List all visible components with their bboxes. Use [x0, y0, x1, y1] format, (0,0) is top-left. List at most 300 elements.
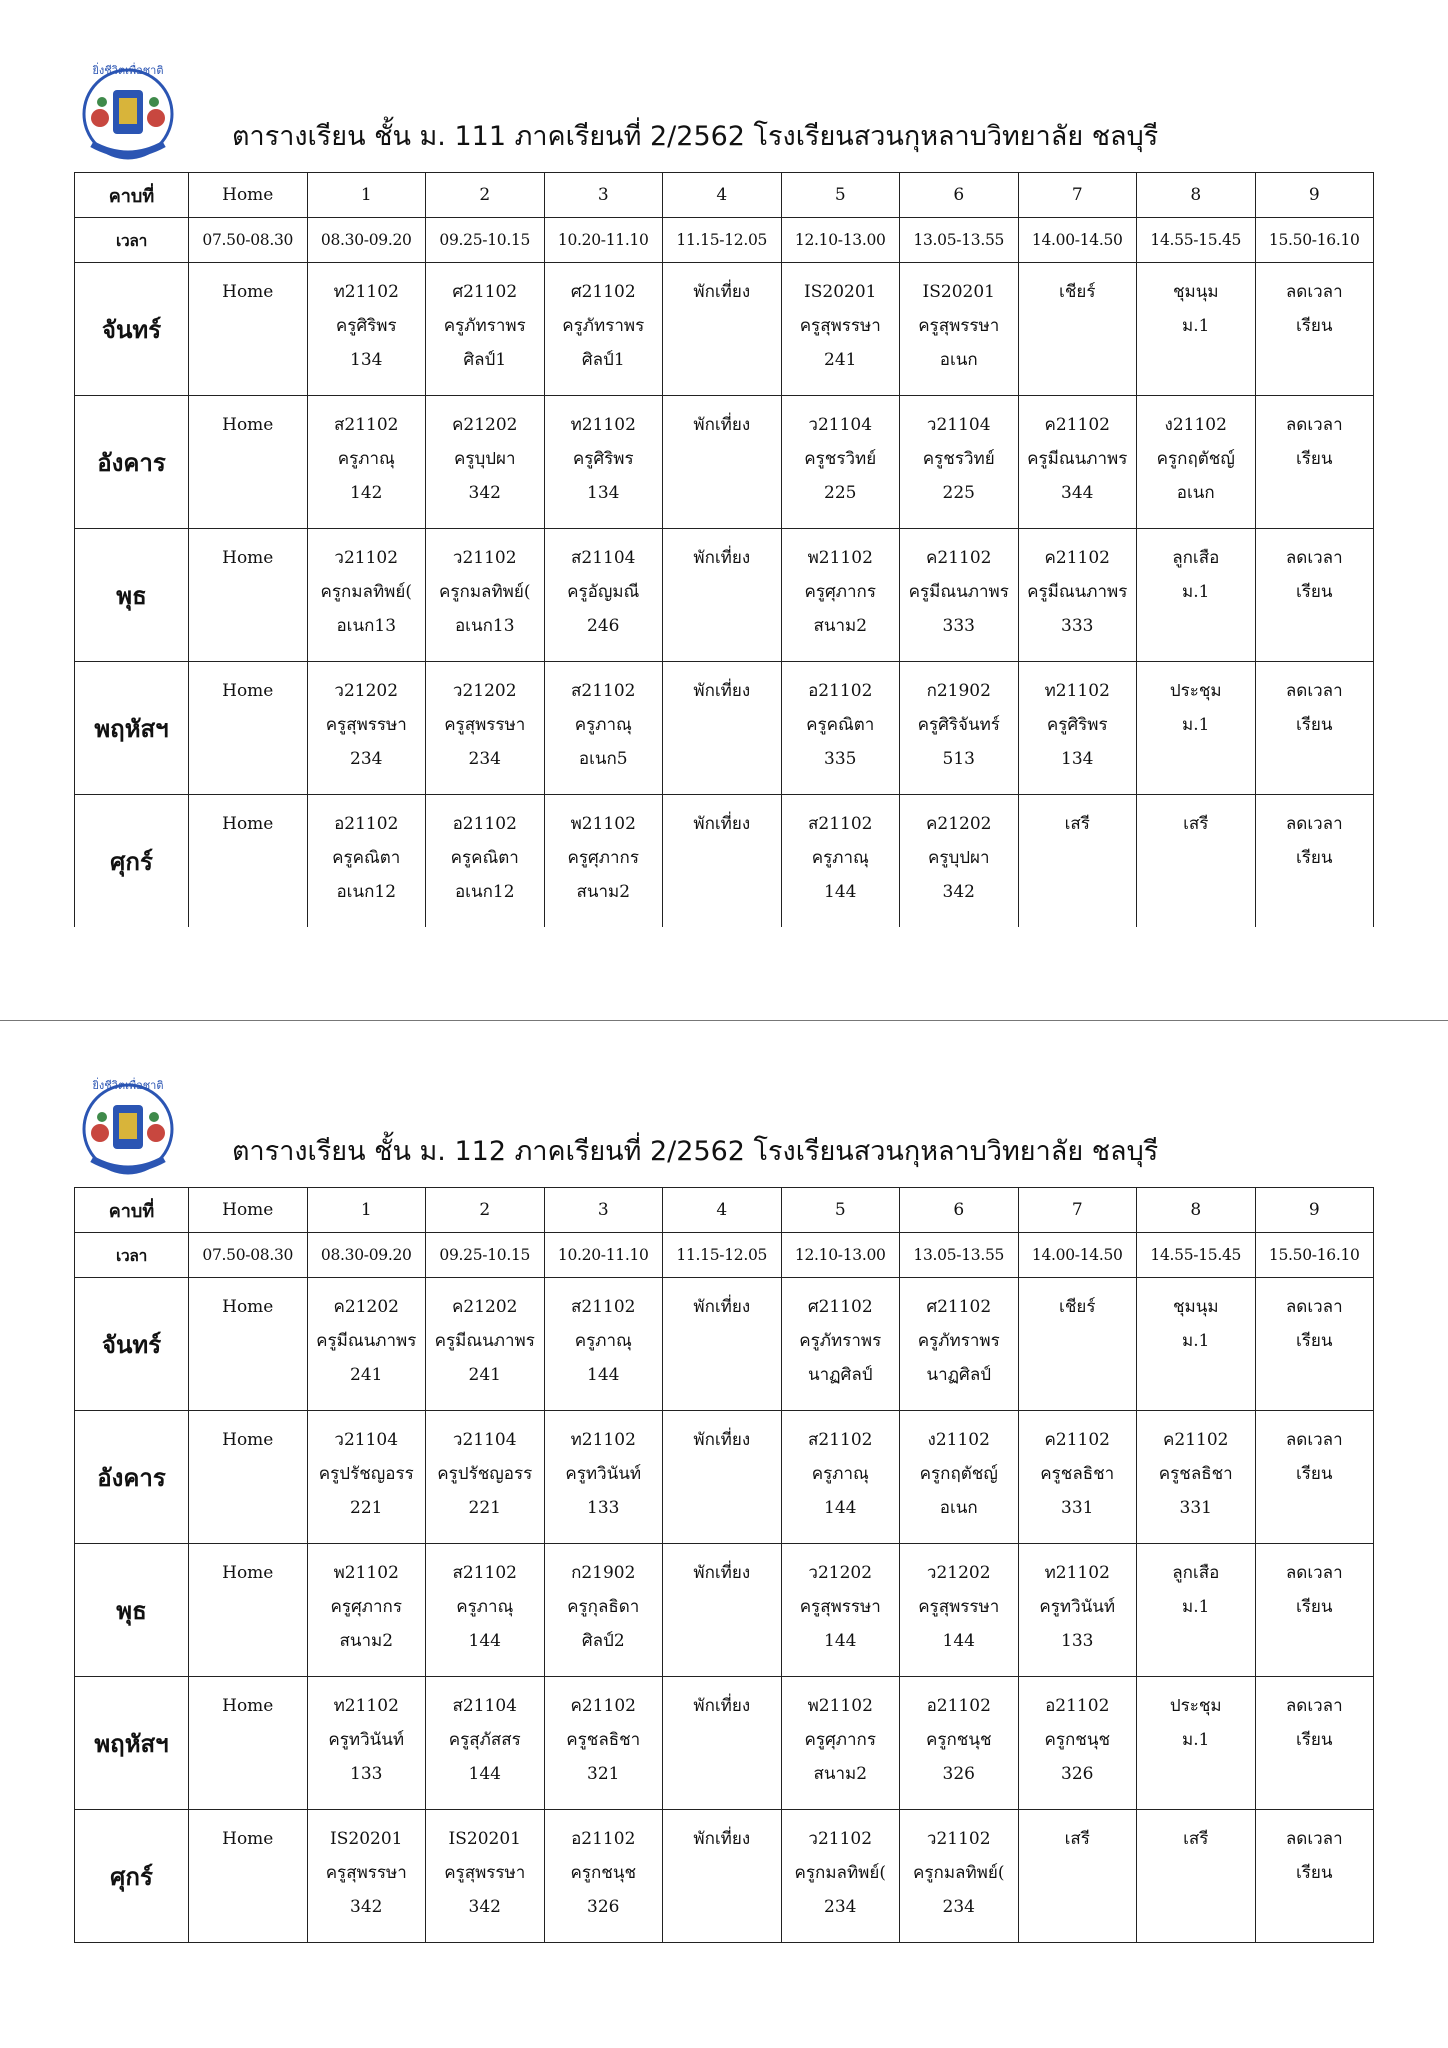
cell-line: ชุมนุม: [1172, 282, 1219, 302]
cell-line: เสรี: [1183, 814, 1209, 834]
cell-line: ส21102: [334, 415, 399, 435]
cell-line: ครูชลธิชา: [1158, 1464, 1233, 1484]
cell-line: เสรี: [1064, 1829, 1090, 1849]
cell-line: 144: [468, 1764, 501, 1784]
cell-line: เรียน: [1295, 582, 1333, 602]
period-number: 4: [663, 173, 782, 218]
timetable-cell: [781, 1810, 900, 1943]
cell-line: ครูทวินันท์: [1039, 1597, 1116, 1617]
day-row: [75, 263, 1374, 396]
cell-line: เสรี: [1183, 1829, 1209, 1849]
day-name: พฤหัสฯ: [75, 662, 189, 795]
cell-line: อเนก: [939, 1498, 978, 1518]
timetable-cell: [189, 1677, 308, 1810]
cell-line: ส21104: [452, 1696, 517, 1716]
timetable-cell: [307, 1810, 426, 1943]
cell-line: ส21102: [571, 1297, 636, 1317]
cell-line: เรียน: [1295, 715, 1333, 735]
cell-line: ค21202: [333, 1297, 399, 1317]
period-number: 2: [426, 173, 545, 218]
cell-line: 234: [468, 749, 501, 769]
cell-line: ว21104: [452, 1430, 517, 1450]
timetable-cell: [426, 1411, 545, 1544]
timetable-cell: [781, 662, 900, 795]
timetable-cell: [189, 396, 308, 529]
schedule-title: ตารางเรียน ชั้น ม. 112 ภาคเรียนที่ 2/2562 โรงเรียนสวนกุหลาบวิทยาลัย ชลบุรี: [232, 1136, 1159, 1167]
cell-line: Home: [222, 1563, 274, 1583]
timetable-cell: [1018, 263, 1137, 396]
cell-line: ครูกมลทิพย์(: [913, 1863, 1005, 1883]
cell-line: ครูกมลทิพย์(: [439, 582, 531, 602]
cell-line: ครูทวินันท์: [328, 1730, 405, 1750]
cell-line: เรียน: [1295, 1730, 1333, 1750]
cell-line: ค21102: [1044, 548, 1110, 568]
timetable-cell: [426, 1544, 545, 1677]
cell-line: ง21102: [927, 1430, 990, 1450]
period-label: คาบที่: [75, 173, 189, 218]
cell-line: ครูมีณนภาพร: [908, 582, 1009, 602]
timetable-cell: [1137, 396, 1256, 529]
cell-line: ว21102: [926, 1829, 991, 1849]
timetable-cell: [900, 795, 1019, 928]
period-number: 8: [1137, 173, 1256, 218]
cell-line: ครูภาณุ: [811, 848, 869, 868]
cell-line: ครูศิริพร: [335, 316, 397, 336]
period-number: 4: [663, 1188, 782, 1233]
timetable-cell: [1137, 662, 1256, 795]
cell-line: พ21102: [570, 814, 636, 834]
timetable: [74, 1187, 1374, 1943]
timetable-cell: [900, 1278, 1019, 1411]
cell-line: พักเที่ยง: [693, 1430, 751, 1450]
cell-line: ครูภัทราพร: [917, 1331, 1000, 1351]
time-slot: 15.50-16.10: [1255, 218, 1374, 263]
timetable-cell: [426, 1677, 545, 1810]
timetable-cell: [1018, 662, 1137, 795]
timetable-cell: [663, 1810, 782, 1943]
timetable-cell: [663, 529, 782, 662]
cell-line: ลดเวลา: [1285, 1829, 1343, 1849]
cell-line: พักเที่ยง: [693, 1696, 751, 1716]
cell-line: ครูสุพรรษา: [325, 715, 407, 735]
time-slot: 13.05-13.55: [900, 218, 1019, 263]
cell-line: 241: [468, 1365, 501, 1385]
cell-line: ครูชลธิชา: [566, 1730, 641, 1750]
cell-line: 221: [468, 1498, 501, 1518]
cell-line: 144: [824, 1498, 857, 1518]
time-slot: 12.10-13.00: [781, 1233, 900, 1278]
timetable-cell: [307, 662, 426, 795]
cell-line: อเนก13: [454, 616, 515, 636]
timetable-cell: [900, 1810, 1019, 1943]
timetable-cell: [544, 1411, 663, 1544]
cell-line: ครูศิริพร: [1046, 715, 1108, 735]
timetable-cell: [426, 1278, 545, 1411]
cell-line: ลดเวลา: [1285, 548, 1343, 568]
timetable-cell: [1255, 795, 1374, 928]
cell-line: 144: [587, 1365, 620, 1385]
timetable-cell: [544, 263, 663, 396]
timetable-cell: [1018, 1278, 1137, 1411]
cell-line: เรียน: [1295, 1597, 1333, 1617]
timetable-cell: [663, 1677, 782, 1810]
cell-line: เรียน: [1295, 449, 1333, 469]
period-number: Home: [189, 1188, 308, 1233]
cell-line: ส21102: [808, 1430, 873, 1450]
cell-line: 342: [468, 1897, 501, 1917]
cell-line: 246: [587, 616, 620, 636]
schedule-m111: [74, 60, 1374, 927]
cell-line: ครูศิริจันทร์: [917, 715, 1000, 735]
cell-line: Home: [222, 548, 274, 568]
time-slot: 07.50-08.30: [189, 1233, 308, 1278]
cell-line: 333: [1061, 616, 1094, 636]
day-row: [75, 396, 1374, 529]
timetable: [74, 172, 1374, 927]
period-number: 9: [1255, 173, 1374, 218]
cell-line: เสรี: [1064, 814, 1090, 834]
cell-line: 326: [587, 1897, 620, 1917]
cell-line: ลดเวลา: [1285, 282, 1343, 302]
schedule-m112: [74, 1075, 1374, 1943]
cell-line: ครูสุพรรษา: [444, 715, 526, 735]
cell-line: ส21102: [808, 814, 873, 834]
cell-line: Home: [222, 1297, 274, 1317]
timetable-cell: [1255, 662, 1374, 795]
timetable-cell: [781, 1677, 900, 1810]
cell-line: ครูอัญมณี: [567, 582, 640, 602]
cell-line: 342: [468, 483, 501, 503]
cell-line: ครูศุภากร: [330, 1597, 402, 1617]
cell-line: ว21102: [808, 1829, 873, 1849]
cell-line: 234: [942, 1897, 975, 1917]
cell-line: ครูสุภัสสร: [448, 1730, 521, 1750]
timetable-cell: [307, 1278, 426, 1411]
cell-line: ศิลป์1: [463, 350, 507, 370]
timetable-cell: [1018, 1810, 1137, 1943]
timetable-cell: [663, 662, 782, 795]
cell-line: Home: [222, 1696, 274, 1716]
cell-line: ครูมีณนภาพร: [316, 1331, 417, 1351]
cell-line: ครูศุภากร: [567, 848, 639, 868]
time-slot: 14.00-14.50: [1018, 1233, 1137, 1278]
cell-line: พ21102: [807, 1696, 873, 1716]
cell-line: ง21102: [1164, 415, 1227, 435]
cell-line: ครูกฤตัชญ์: [1156, 449, 1235, 469]
cell-line: อ21102: [1045, 1696, 1110, 1716]
cell-line: ท21102: [333, 1696, 399, 1716]
schedule-header: [74, 60, 1374, 172]
timetable-cell: [1255, 529, 1374, 662]
timetable-cell: [1255, 1278, 1374, 1411]
cell-line: อ21102: [571, 1829, 636, 1849]
cell-line: ครูบุปผา: [927, 848, 990, 868]
timetable-cell: [544, 1677, 663, 1810]
cell-line: อเนก12: [336, 882, 397, 902]
cell-line: ครูกมลทิพย์(: [320, 582, 412, 602]
timetable-cell: [1018, 1544, 1137, 1677]
timetable-cell: [307, 1544, 426, 1677]
timetable-cell: [781, 263, 900, 396]
timetable-cell: [189, 1278, 308, 1411]
cell-line: ค21202: [452, 415, 518, 435]
cell-line: ศิลป์1: [581, 350, 625, 370]
cell-line: ศ21102: [570, 282, 636, 302]
day-name: อังคาร: [75, 1411, 189, 1544]
cell-line: ส21102: [571, 681, 636, 701]
cell-line: 142: [350, 483, 383, 503]
cell-line: ท21102: [570, 415, 636, 435]
cell-line: ครูปรัชญอรร: [437, 1464, 533, 1484]
cell-line: พักเที่ยง: [693, 814, 751, 834]
cell-line: ว21202: [452, 681, 517, 701]
cell-line: พักเที่ยง: [693, 415, 751, 435]
timetable-cell: [426, 795, 545, 928]
timetable-cell: [663, 795, 782, 928]
cell-line: ว21104: [808, 415, 873, 435]
cell-line: 342: [350, 1897, 383, 1917]
cell-line: สนาม2: [813, 1764, 868, 1784]
cell-line: Home: [222, 1430, 274, 1450]
timetable-cell: [1255, 1677, 1374, 1810]
timetable-cell: [900, 1677, 1019, 1810]
cell-line: พ21102: [807, 548, 873, 568]
cell-line: ครูกชนุช: [1044, 1730, 1110, 1750]
cell-line: ครูภัทราพร: [562, 316, 645, 336]
timetable-cell: [1137, 529, 1256, 662]
cell-line: 333: [942, 616, 975, 636]
timetable-cell: [900, 662, 1019, 795]
cell-line: ครูภาณุ: [574, 1331, 632, 1351]
cell-line: ก21902: [926, 681, 991, 701]
cell-line: ครูสุพรรษา: [799, 1597, 881, 1617]
time-slot: 13.05-13.55: [900, 1233, 1019, 1278]
schedule-title: ตารางเรียน ชั้น ม. 111 ภาคเรียนที่ 2/2562 โรงเรียนสวนกุหลาบวิทยาลัย ชลบุรี: [232, 121, 1159, 152]
period-number: 7: [1018, 173, 1137, 218]
cell-line: ค21202: [452, 1297, 518, 1317]
timetable-cell: [900, 1544, 1019, 1677]
cell-line: 331: [1179, 1498, 1212, 1518]
cell-line: ครูศุภากร: [804, 582, 876, 602]
cell-line: 134: [587, 483, 620, 503]
cell-line: ค21102: [1044, 415, 1110, 435]
timetable-cell: [189, 263, 308, 396]
timetable-cell: [1137, 1677, 1256, 1810]
timetable-cell: [1018, 1677, 1137, 1810]
cell-line: 241: [824, 350, 857, 370]
cell-line: ครูกมลทิพย์(: [794, 1863, 886, 1883]
cell-line: ม.1: [1182, 1730, 1210, 1750]
timetable-cell: [900, 529, 1019, 662]
cell-line: ว21202: [334, 681, 399, 701]
cell-line: ค21102: [1044, 1430, 1110, 1450]
timetable-cell: [663, 1278, 782, 1411]
cell-line: 326: [1061, 1764, 1094, 1784]
period-number: 2: [426, 1188, 545, 1233]
cell-line: สนาม2: [813, 616, 868, 636]
cell-line: ศ21102: [452, 282, 518, 302]
cell-line: Home: [222, 1829, 274, 1849]
timetable-cell: [900, 263, 1019, 396]
timetable-cell: [900, 1411, 1019, 1544]
cell-line: เรียน: [1295, 1464, 1333, 1484]
cell-line: ครูมีณนภาพร: [1027, 582, 1128, 602]
cell-line: 513: [942, 749, 975, 769]
timetable-cell: [544, 1278, 663, 1411]
cell-line: ครูภาณุ: [456, 1597, 514, 1617]
cell-line: ครูภาณุ: [337, 449, 395, 469]
cell-line: อ21102: [452, 814, 517, 834]
cell-line: 144: [824, 1631, 857, 1651]
cell-line: Home: [222, 814, 274, 834]
time-slot: 08.30-09.20: [307, 1233, 426, 1278]
day-row: [75, 662, 1374, 795]
cell-line: 234: [824, 1897, 857, 1917]
timetable-cell: [1137, 1411, 1256, 1544]
cell-line: อเนก13: [336, 616, 397, 636]
timetable-cell: [189, 662, 308, 795]
timetable-cell: [426, 529, 545, 662]
cell-line: 225: [824, 483, 857, 503]
timetable-cell: [1018, 396, 1137, 529]
cell-line: อ21102: [926, 1696, 991, 1716]
timetable-cell: [663, 1544, 782, 1677]
cell-line: อเนก12: [454, 882, 515, 902]
cell-line: ครูชลธิชา: [1040, 1464, 1115, 1484]
period-number: 1: [307, 173, 426, 218]
cell-line: ครูสุพรรษา: [918, 1597, 1000, 1617]
period-number: 5: [781, 173, 900, 218]
cell-line: ส21104: [571, 548, 636, 568]
cell-line: ครูมีณนภาพร: [434, 1331, 535, 1351]
cell-line: ท21102: [1044, 681, 1110, 701]
period-row: [75, 173, 1374, 218]
timetable-cell: [307, 396, 426, 529]
timetable-cell: [1255, 396, 1374, 529]
school-logo-icon: [78, 1075, 178, 1179]
time-slot: 14.55-15.45: [1137, 218, 1256, 263]
cell-line: ส21102: [452, 1563, 517, 1583]
cell-line: ครูบุปผา: [453, 449, 516, 469]
timetable-cell: [189, 795, 308, 928]
time-slot: 11.15-12.05: [663, 218, 782, 263]
timetable-cell: [1018, 795, 1137, 928]
timetable-cell: [544, 529, 663, 662]
cell-line: สนาม2: [576, 882, 631, 902]
cell-line: 134: [1061, 749, 1094, 769]
day-name: จันทร์: [75, 1278, 189, 1411]
time-slot: 14.00-14.50: [1018, 218, 1137, 263]
cell-line: นาฏศิลป์: [926, 1365, 992, 1385]
cell-line: สนาม2: [339, 1631, 394, 1651]
time-slot: 10.20-11.10: [544, 218, 663, 263]
cell-line: ครูกชนุช: [570, 1863, 636, 1883]
cell-line: ลดเวลา: [1285, 1297, 1343, 1317]
time-label: เวลา: [75, 218, 189, 263]
cell-line: ลูกเสือ: [1172, 548, 1220, 568]
cell-line: อเนก: [939, 350, 978, 370]
cell-line: ค21102: [1163, 1430, 1229, 1450]
cell-line: ลดเวลา: [1285, 681, 1343, 701]
cell-line: ครูคณิตา: [806, 715, 875, 735]
cell-line: ครูสุพรรษา: [444, 1863, 526, 1883]
timetable-cell: [663, 1411, 782, 1544]
cell-line: ม.1: [1182, 582, 1210, 602]
cell-line: ค21102: [570, 1696, 636, 1716]
timetable-cell: [307, 795, 426, 928]
timetable-cell: [1137, 1810, 1256, 1943]
cell-line: 133: [1061, 1631, 1094, 1651]
timetable-cell: [307, 529, 426, 662]
time-slot: 08.30-09.20: [307, 218, 426, 263]
timetable-cell: [663, 263, 782, 396]
cell-line: พักเที่ยง: [693, 1297, 751, 1317]
cell-line: ครูคณิตา: [450, 848, 519, 868]
cell-line: ครูศุภากร: [804, 1730, 876, 1750]
cell-line: ท21102: [1044, 1563, 1110, 1583]
timetable-cell: [544, 1544, 663, 1677]
day-name: อังคาร: [75, 396, 189, 529]
cell-line: ลดเวลา: [1285, 1696, 1343, 1716]
timetable-cell: [544, 396, 663, 529]
period-number: 1: [307, 1188, 426, 1233]
cell-line: ครูภัทราพร: [443, 316, 526, 336]
cell-line: ว21104: [926, 415, 991, 435]
cell-line: ครูสุพรรษา: [918, 316, 1000, 336]
cell-line: พ21102: [333, 1563, 399, 1583]
cell-line: ครูภัทราพร: [799, 1331, 882, 1351]
cell-line: ครูสุพรรษา: [325, 1863, 407, 1883]
cell-line: IS20201: [330, 1829, 403, 1849]
cell-line: ว21104: [334, 1430, 399, 1450]
timetable-cell: [1018, 1411, 1137, 1544]
timetable-cell: [189, 1544, 308, 1677]
day-row: [75, 529, 1374, 662]
cell-line: ม.1: [1182, 1597, 1210, 1617]
cell-line: อ21102: [334, 814, 399, 834]
cell-line: ครูมีณนภาพร: [1027, 449, 1128, 469]
cell-line: ครูกชนุช: [926, 1730, 992, 1750]
cell-line: ศ21102: [926, 1297, 992, 1317]
period-number: 5: [781, 1188, 900, 1233]
page-divider: [0, 1020, 1448, 1021]
timetable-cell: [307, 1677, 426, 1810]
cell-line: 331: [1061, 1498, 1094, 1518]
cell-line: อเนก: [1176, 483, 1215, 503]
timetable-cell: [781, 1411, 900, 1544]
cell-line: 342: [942, 882, 975, 902]
schedule-header: [74, 1075, 1374, 1187]
cell-line: เชียร์: [1059, 1297, 1096, 1317]
cell-line: พักเที่ยง: [693, 681, 751, 701]
cell-line: พักเที่ยง: [693, 1829, 751, 1849]
cell-line: ครูทวินันท์: [565, 1464, 642, 1484]
cell-line: ว21202: [808, 1563, 873, 1583]
cell-line: ครูคณิตา: [332, 848, 401, 868]
timetable-cell: [1255, 263, 1374, 396]
period-row: [75, 1188, 1374, 1233]
cell-line: ม.1: [1182, 715, 1210, 735]
day-name: พุธ: [75, 529, 189, 662]
timetable-cell: [781, 396, 900, 529]
cell-line: ม.1: [1182, 316, 1210, 336]
timetable-cell: [1137, 1544, 1256, 1677]
cell-line: 241: [350, 1365, 383, 1385]
period-label: คาบที่: [75, 1188, 189, 1233]
day-name: พฤหัสฯ: [75, 1677, 189, 1810]
timetable-cell: [189, 1411, 308, 1544]
timetable-cell: [781, 795, 900, 928]
